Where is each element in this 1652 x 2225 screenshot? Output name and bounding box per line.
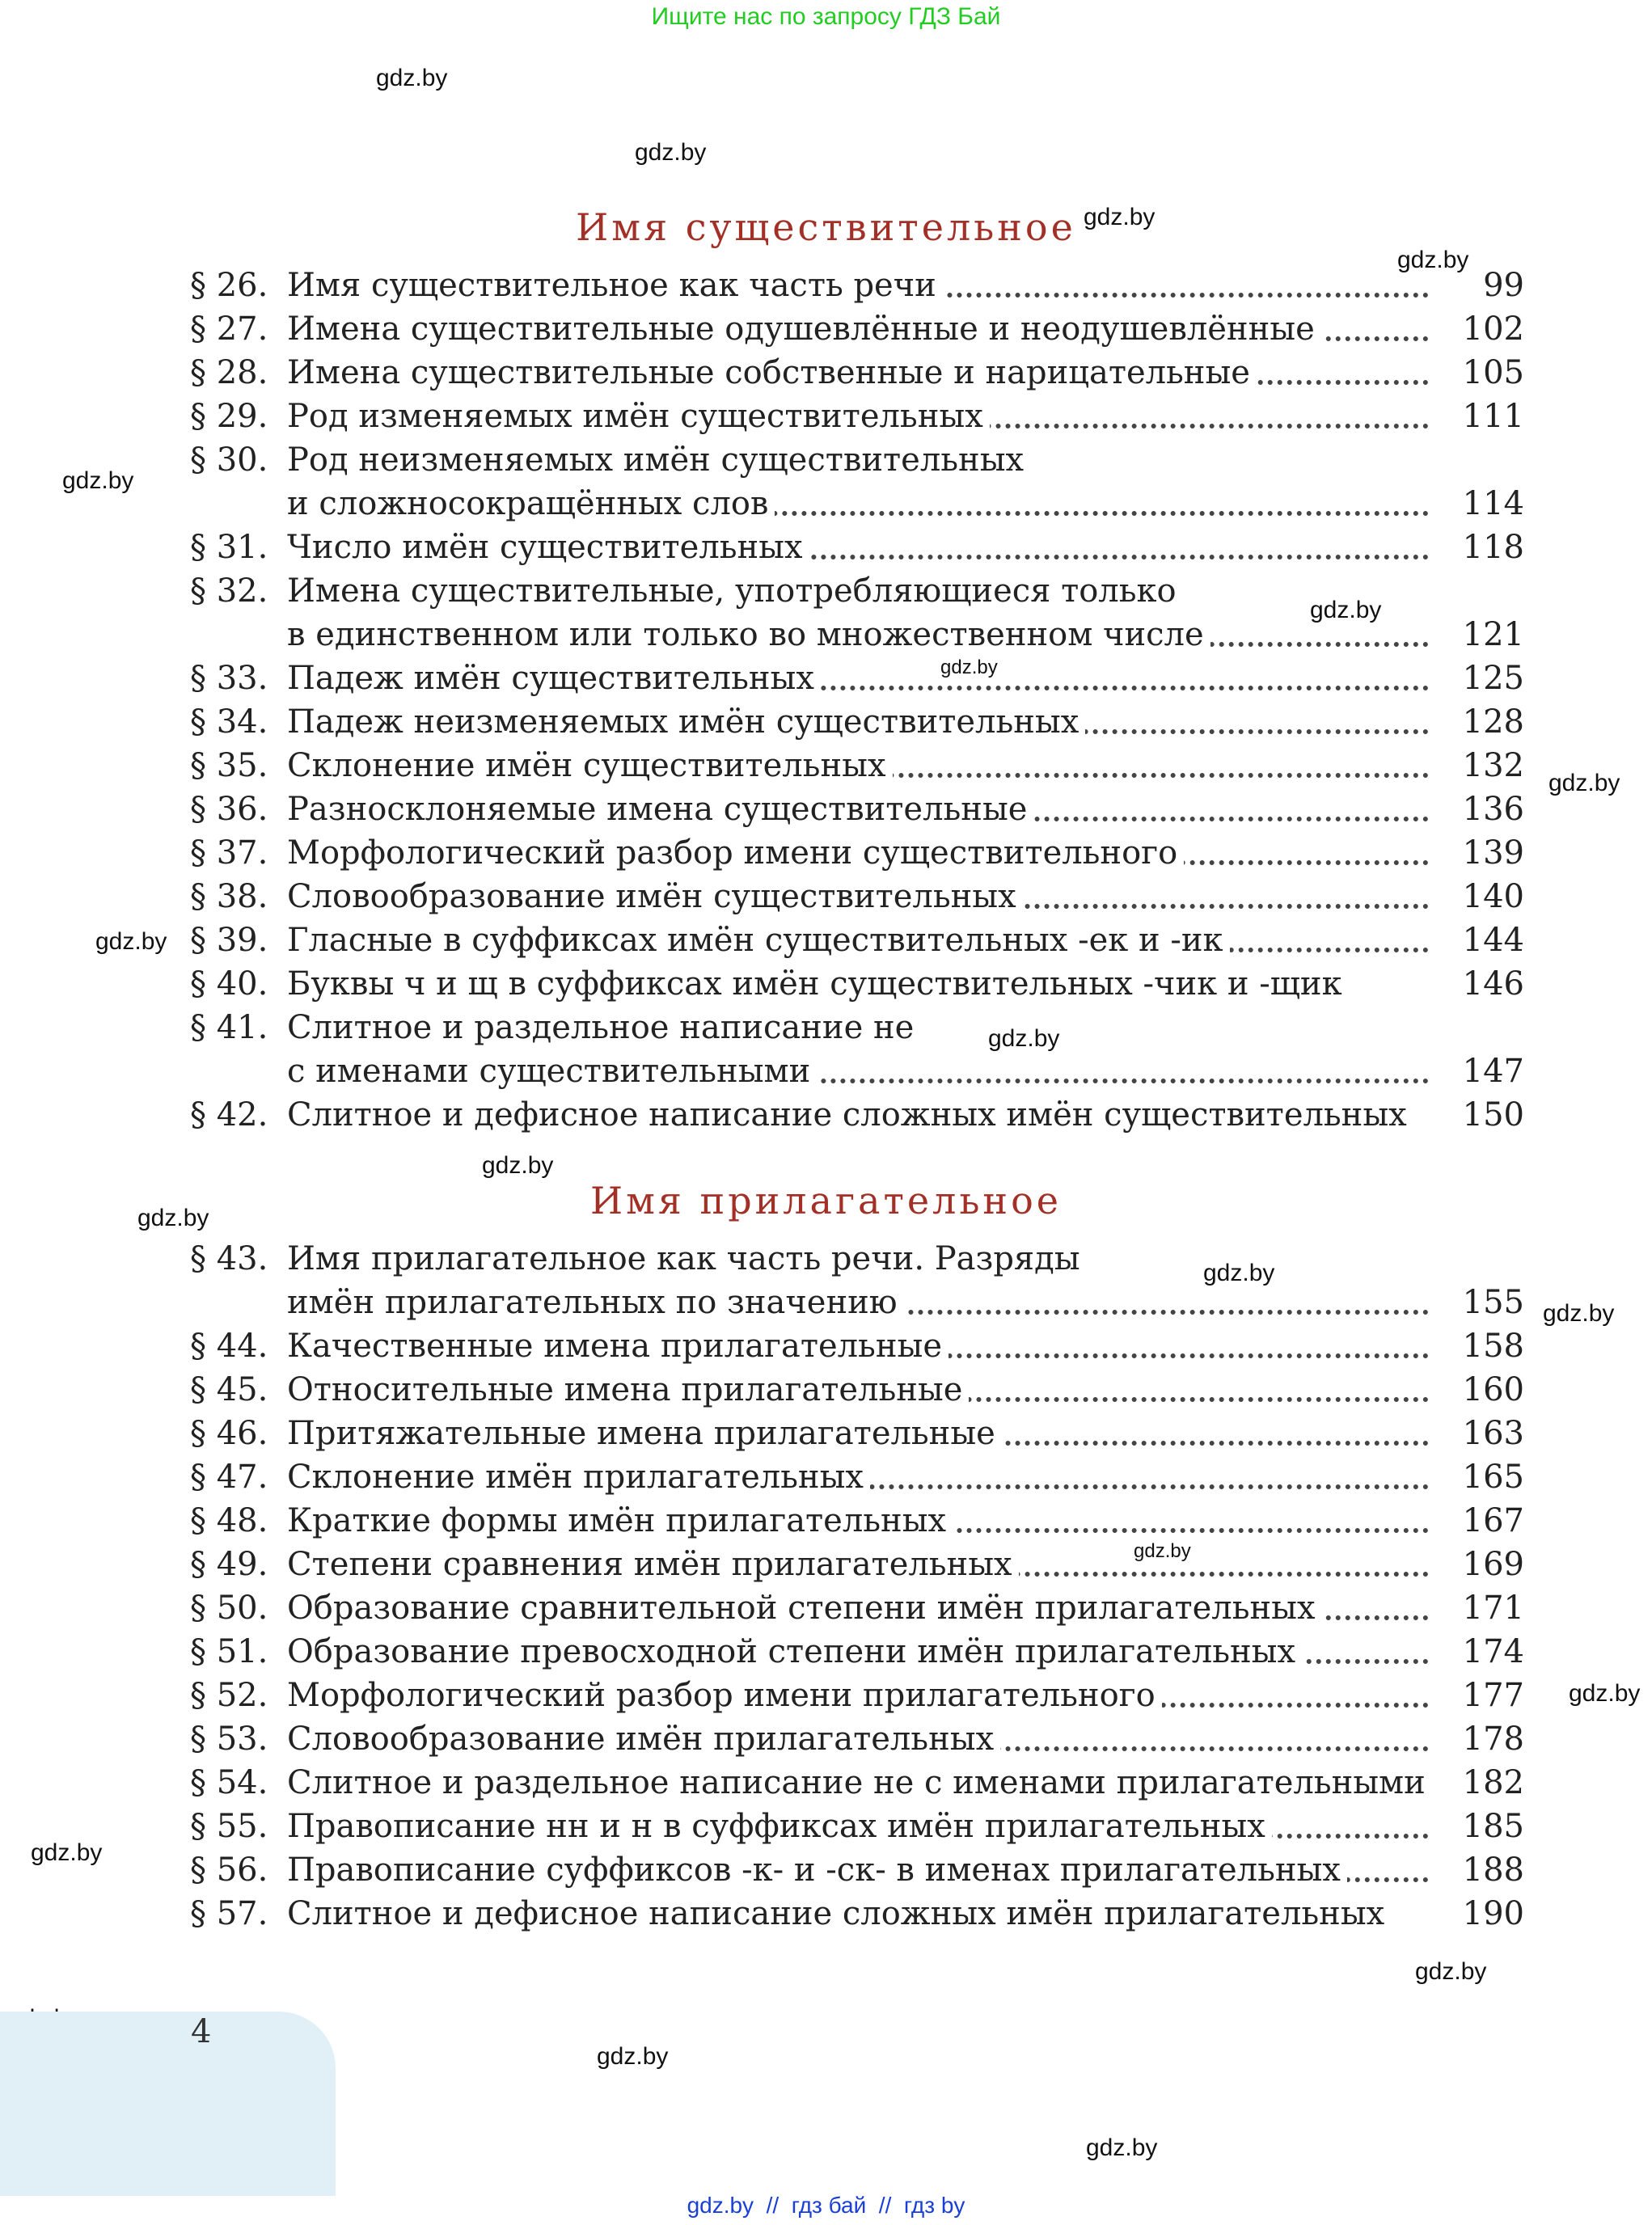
entry-page: 111 bbox=[1462, 398, 1524, 435]
toc-entry[interactable] bbox=[190, 1368, 1524, 1412]
entry-number: § 57. bbox=[190, 1895, 268, 1932]
watermark: gdz.by bbox=[597, 2043, 669, 2070]
entry-title: Род изменяемых имён существительных bbox=[287, 398, 990, 435]
watermark: gdz.by bbox=[940, 657, 998, 678]
entry-page: 102 bbox=[1462, 310, 1524, 348]
entry-title: Краткие формы имён прилагательных bbox=[287, 1502, 953, 1539]
entry-page: 121 bbox=[1462, 616, 1524, 653]
entry-number: § 49. bbox=[190, 1546, 268, 1583]
watermark: gdz.by bbox=[376, 65, 448, 91]
entry-number: § 55. bbox=[190, 1808, 268, 1845]
toc-entry[interactable] bbox=[190, 875, 1524, 918]
toc-entry-continuation[interactable] bbox=[190, 613, 1524, 657]
top-banner[interactable]: Ищите нас по запросу ГДЗ Бай bbox=[651, 3, 1001, 30]
toc-entry[interactable] bbox=[190, 1006, 1524, 1049]
entry-page: 105 bbox=[1462, 354, 1524, 391]
entry-title: Имена существительные одушевлённые и неодушевлённые bbox=[287, 310, 1321, 348]
toc-entry[interactable] bbox=[190, 395, 1524, 438]
entry-number: § 33. bbox=[190, 660, 268, 697]
toc-entry[interactable] bbox=[190, 962, 1524, 1006]
entry-page: 177 bbox=[1462, 1677, 1524, 1714]
entry-title: Склонение имён прилагательных bbox=[287, 1459, 870, 1496]
entry-page: 160 bbox=[1462, 1371, 1524, 1408]
entry-page: 171 bbox=[1462, 1590, 1524, 1627]
toc-entry[interactable] bbox=[190, 831, 1524, 875]
entry-number: § 42. bbox=[190, 1096, 268, 1134]
toc-entry[interactable] bbox=[190, 1093, 1524, 1137]
entry-number: § 51. bbox=[190, 1633, 268, 1670]
entry-number: § 41. bbox=[190, 1009, 268, 1046]
entry-number: § 47. bbox=[190, 1459, 268, 1496]
toc-entry[interactable] bbox=[190, 307, 1524, 351]
watermark: gdz.by bbox=[1397, 247, 1469, 273]
entry-title: Словообразование имён прилагательных bbox=[287, 1720, 1000, 1758]
entry-number: § 39. bbox=[190, 922, 268, 959]
entry-number: § 34. bbox=[190, 703, 268, 741]
page-number: 4 bbox=[191, 2013, 212, 2050]
toc-entry[interactable] bbox=[190, 1412, 1524, 1455]
entry-title: Слитное и дефисное написание сложных имён существительных bbox=[287, 1096, 1413, 1134]
entry-number: § 44. bbox=[190, 1328, 268, 1365]
entry-page: 167 bbox=[1462, 1502, 1524, 1539]
watermark: gdz.by bbox=[1134, 1540, 1191, 1562]
entry-number: § 35. bbox=[190, 747, 268, 784]
entry-title: Морфологический разбор имени существительного bbox=[287, 834, 1184, 872]
toc-entry[interactable] bbox=[190, 1586, 1524, 1630]
entry-number: § 54. bbox=[190, 1764, 268, 1801]
entry-title: Слитное и дефисное написание сложных имён прилагательных bbox=[287, 1895, 1391, 1932]
toc-entry[interactable] bbox=[190, 569, 1524, 613]
entry-title: Число имён существительных bbox=[287, 529, 809, 566]
toc-entry[interactable] bbox=[190, 351, 1524, 395]
watermark: gdz.by bbox=[482, 1152, 554, 1179]
watermark: gdz.by bbox=[137, 1205, 209, 1231]
watermark: gdz.by bbox=[95, 928, 167, 955]
entry-page: 99 bbox=[1483, 267, 1524, 304]
entry-page: 185 bbox=[1462, 1808, 1524, 1845]
watermark: gdz.by bbox=[1569, 1680, 1641, 1707]
entry-page: 139 bbox=[1462, 834, 1524, 872]
toc-entry-continuation[interactable] bbox=[190, 1281, 1524, 1324]
entry-title: Относительные имена прилагательные bbox=[287, 1371, 969, 1408]
entry-page: 158 bbox=[1462, 1328, 1524, 1365]
watermark: gdz.by bbox=[1203, 1260, 1275, 1286]
entry-title: в единственном или только во множественном числе bbox=[287, 616, 1210, 653]
entry-title: Степени сравнения имён прилагательных bbox=[287, 1546, 1019, 1583]
entry-title: Образование сравнительной степени имён прилагательных bbox=[287, 1590, 1322, 1627]
toc-entry[interactable] bbox=[190, 1805, 1524, 1848]
entry-number: § 32. bbox=[190, 572, 268, 610]
watermark: gdz.by bbox=[1084, 204, 1156, 230]
toc-entry[interactable] bbox=[190, 1237, 1524, 1281]
entry-number: § 56. bbox=[190, 1851, 268, 1889]
watermark: gdz.by bbox=[988, 1025, 1060, 1052]
entry-title: Правописание нн и н в суффиксах имён прилагательных bbox=[287, 1808, 1272, 1845]
toc-entry[interactable] bbox=[190, 1717, 1524, 1761]
toc-entry[interactable] bbox=[190, 1892, 1524, 1936]
toc-entry[interactable] bbox=[190, 1761, 1524, 1805]
entry-number: § 27. bbox=[190, 310, 268, 348]
entry-title: Морфологический разбор имени прилагательного bbox=[287, 1677, 1162, 1714]
toc-entry[interactable] bbox=[190, 1455, 1524, 1499]
entry-title: Гласные в суффиксах имён существительных -ек и -ик bbox=[287, 922, 1230, 959]
entry-number: § 31. bbox=[190, 529, 268, 566]
entry-title: Притяжательные имена прилагательные bbox=[287, 1415, 1002, 1452]
entry-number: § 38. bbox=[190, 878, 268, 915]
entry-page: 132 bbox=[1462, 747, 1524, 784]
entry-page: 146 bbox=[1462, 965, 1524, 1003]
watermark: gdz.by bbox=[1543, 1300, 1615, 1327]
toc-entry[interactable] bbox=[190, 700, 1524, 744]
entry-page: 163 bbox=[1462, 1415, 1524, 1452]
entry-title: Слитное и раздельное написание не bbox=[287, 1009, 920, 1046]
entry-title: Имена существительные собственные и нарицательные bbox=[287, 354, 1257, 391]
section-title-nouns: Имя существительное bbox=[576, 205, 1076, 249]
watermark: gdz.by bbox=[62, 467, 134, 494]
entry-title: Имя прилагательное как часть речи. Разряды bbox=[287, 1240, 1087, 1277]
entry-number: § 26. bbox=[190, 267, 268, 304]
entry-page: 169 bbox=[1462, 1546, 1524, 1583]
entry-title: Падеж имён существительных bbox=[287, 660, 821, 697]
entry-number: § 48. bbox=[190, 1502, 268, 1539]
toc-entry[interactable] bbox=[190, 1630, 1524, 1674]
toc-entry[interactable] bbox=[190, 1499, 1524, 1543]
entry-title: Образование превосходной степени имён прилагательных bbox=[287, 1633, 1302, 1670]
entry-title: Падеж неизменяемых имён существительных bbox=[287, 703, 1085, 741]
entry-title: Род неизменяемых имён существительных bbox=[287, 441, 1030, 479]
entry-page: 150 bbox=[1462, 1096, 1524, 1134]
entry-page: 144 bbox=[1462, 922, 1524, 959]
entry-title: Имя существительное как часть речи bbox=[287, 267, 943, 304]
entry-title: Буквы ч и щ в суффиксах имён существительных -чик и -щик bbox=[287, 965, 1349, 1003]
entry-title: имён прилагательных по значению bbox=[287, 1284, 904, 1321]
entry-number: § 28. bbox=[190, 354, 268, 391]
entry-number: § 52. bbox=[190, 1677, 268, 1714]
entry-page: 125 bbox=[1462, 660, 1524, 697]
watermark: gdz.by bbox=[1415, 1958, 1487, 1985]
entry-number: § 36. bbox=[190, 791, 268, 828]
entry-number: § 40. bbox=[190, 965, 268, 1003]
entry-title: и сложносокращённых слов bbox=[287, 485, 775, 522]
toc-entry[interactable] bbox=[190, 1543, 1524, 1586]
entry-page: 165 bbox=[1462, 1459, 1524, 1496]
entry-page: 114 bbox=[1462, 485, 1524, 522]
entry-number: § 45. bbox=[190, 1371, 268, 1408]
entry-number: § 46. bbox=[190, 1415, 268, 1452]
entry-title: Склонение имён существительных bbox=[287, 747, 893, 784]
entry-title: Словообразование имён существительных bbox=[287, 878, 1023, 915]
watermark: gdz.by bbox=[1310, 597, 1382, 623]
page-corner-panel bbox=[0, 2012, 336, 2196]
entry-page: 136 bbox=[1462, 791, 1524, 828]
toc-entry-continuation[interactable] bbox=[190, 1049, 1524, 1093]
entry-title: Имена существительные, употребляющиеся только bbox=[287, 572, 1183, 610]
entry-number: § 50. bbox=[190, 1590, 268, 1627]
entry-number: § 53. bbox=[190, 1720, 268, 1758]
entry-page: 178 bbox=[1462, 1720, 1524, 1758]
entry-page: 155 bbox=[1462, 1284, 1524, 1321]
toc-entry[interactable] bbox=[190, 1848, 1524, 1892]
entry-page: 118 bbox=[1462, 529, 1524, 566]
toc-entry[interactable] bbox=[190, 1324, 1524, 1368]
toc-entry[interactable] bbox=[190, 787, 1524, 831]
bottom-banner[interactable]: gdz.by // гдз бай // гдз by bbox=[687, 2193, 965, 2218]
watermark: gdz.by bbox=[635, 139, 707, 166]
entry-title: Качественные имена прилагательные bbox=[287, 1328, 949, 1365]
toc-entry[interactable] bbox=[190, 264, 1524, 307]
entry-page: 128 bbox=[1462, 703, 1524, 741]
entry-title: Разносклоняемые имена существительные bbox=[287, 791, 1033, 828]
toc-entry[interactable] bbox=[190, 438, 1524, 482]
toc-entry[interactable] bbox=[190, 526, 1524, 569]
entry-page: 147 bbox=[1462, 1053, 1524, 1090]
entry-page: 182 bbox=[1462, 1764, 1524, 1801]
entry-page: 174 bbox=[1462, 1633, 1524, 1670]
toc-entry-continuation[interactable] bbox=[190, 482, 1524, 526]
entry-title: с именами существительными bbox=[287, 1053, 817, 1090]
entry-title: Правописание суффиксов -к- и -ск- в именах прилагательных bbox=[287, 1851, 1347, 1889]
entry-page: 188 bbox=[1462, 1851, 1524, 1889]
entry-number: § 30. bbox=[190, 441, 268, 479]
watermark: gdz.by bbox=[1086, 2134, 1158, 2161]
toc-entry[interactable] bbox=[190, 1674, 1524, 1717]
entry-number: § 37. bbox=[190, 834, 268, 872]
toc-entry[interactable] bbox=[190, 744, 1524, 787]
watermark: gdz.by bbox=[1548, 770, 1620, 796]
entry-number: § 29. bbox=[190, 398, 268, 435]
entry-page: 190 bbox=[1462, 1895, 1524, 1932]
section-title-adjectives: Имя прилагательное bbox=[590, 1179, 1062, 1222]
entry-title: Слитное и раздельное написание не с именами прилагательными bbox=[287, 1764, 1429, 1801]
toc-entry[interactable] bbox=[190, 918, 1524, 962]
toc-entry[interactable] bbox=[190, 657, 1524, 700]
watermark: gdz.by bbox=[31, 1839, 103, 1866]
entry-page: 140 bbox=[1462, 878, 1524, 915]
entry-number: § 43. bbox=[190, 1240, 268, 1277]
